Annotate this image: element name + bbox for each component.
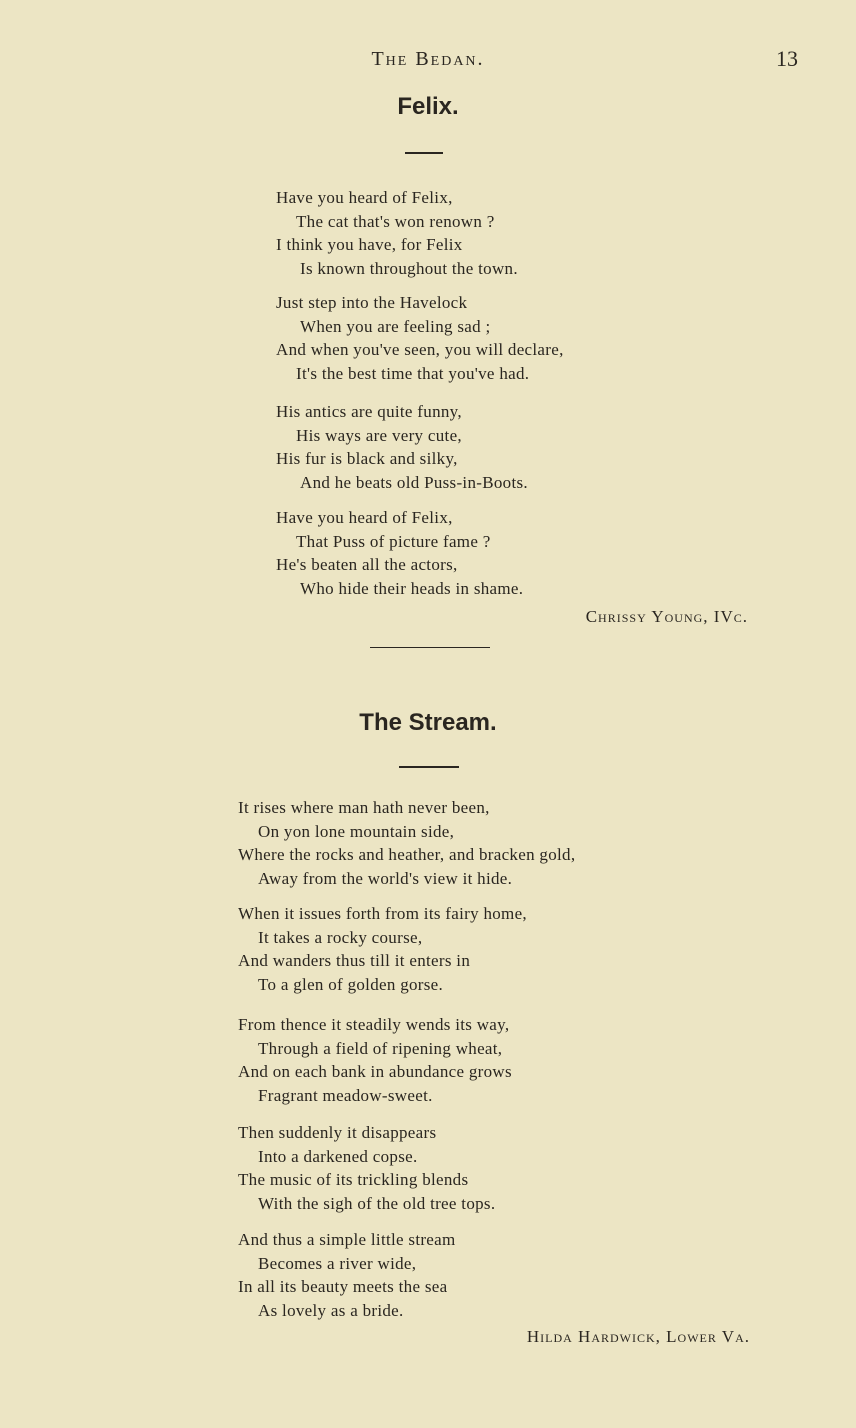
verse-line: Then suddenly it disappears	[238, 1123, 437, 1142]
verse-line: That Puss of picture fame ?	[296, 531, 491, 551]
verse-line: Who hide their heads in shame.	[300, 578, 524, 598]
verse-line: I think you have, for Felix	[276, 235, 463, 254]
verse-line: And he beats old Puss-in-Boots.	[300, 472, 528, 492]
verse-line: On yon lone mountain side,	[258, 821, 455, 841]
verse-line: Becomes a river wide,	[258, 1253, 417, 1273]
verse-line: Away from the world's view it hide.	[258, 868, 513, 888]
stanza	[276, 400, 528, 494]
verse-line: The cat that's won renown ?	[296, 211, 495, 231]
title-divider	[405, 152, 443, 154]
poem-title-stream: The Stream.	[359, 709, 497, 736]
verse-line: From thence it steadily wends its way,	[238, 1015, 510, 1034]
verse-line: It's the best time that you've had.	[296, 363, 530, 383]
verse-line: When you are feeling sad ;	[300, 316, 491, 336]
author-credit: Hilda Hardwick, Lower Va.	[526, 1327, 750, 1346]
verse-line: And when you've seen, you will declare,	[276, 340, 564, 359]
stanza	[238, 1228, 456, 1322]
verse-line: The music of its trickling blends	[238, 1170, 469, 1189]
verse-line: He's beaten all the actors,	[276, 555, 458, 574]
title-divider	[399, 766, 459, 768]
verse-line: It rises where man hath never been,	[238, 798, 490, 817]
section-divider	[370, 647, 490, 648]
author-credit: Chrissy Young, IVc.	[585, 607, 748, 626]
stanza	[238, 1013, 512, 1107]
stanza	[276, 506, 523, 600]
verse-line: As lovely as a bride.	[258, 1300, 404, 1320]
poem-title-felix: Felix.	[397, 93, 459, 120]
verse-line: His fur is black and silky,	[276, 449, 458, 468]
verse-line: And thus a simple little stream	[238, 1230, 456, 1249]
verse-line: And on each bank in abundance grows	[238, 1062, 512, 1081]
verse-line: His antics are quite funny,	[276, 402, 462, 421]
verse-line: To a glen of golden gorse.	[258, 974, 444, 994]
stanza	[238, 1121, 495, 1215]
verse-line: In all its beauty meets the sea	[238, 1277, 448, 1296]
verse-line: Just step into the Havelock	[276, 293, 468, 312]
page-number: 13	[776, 46, 798, 71]
verse-line: When it issues forth from its fairy home,	[238, 904, 527, 923]
verse-line: Where the rocks and heather, and bracken gold,	[238, 845, 576, 864]
verse-line: His ways are very cute,	[296, 425, 462, 445]
stanza	[276, 186, 518, 280]
running-header: The Bedan.	[371, 48, 485, 70]
verse-line: Have you heard of Felix,	[276, 188, 453, 207]
stanza	[238, 902, 527, 996]
stanza	[238, 796, 575, 890]
verse-line: Is known throughout the town.	[300, 258, 518, 278]
verse-line: Fragrant meadow-sweet.	[258, 1085, 433, 1105]
verse-line: Through a field of ripening wheat,	[258, 1038, 503, 1058]
verse-line: Into a darkened copse.	[258, 1146, 418, 1166]
verse-line: Have you heard of Felix,	[276, 508, 453, 527]
stanza	[276, 291, 564, 385]
verse-line: With the sigh of the old tree tops.	[258, 1193, 496, 1213]
verse-line: And wanders thus till it enters in	[238, 951, 471, 970]
verse-line: It takes a rocky course,	[258, 927, 423, 947]
